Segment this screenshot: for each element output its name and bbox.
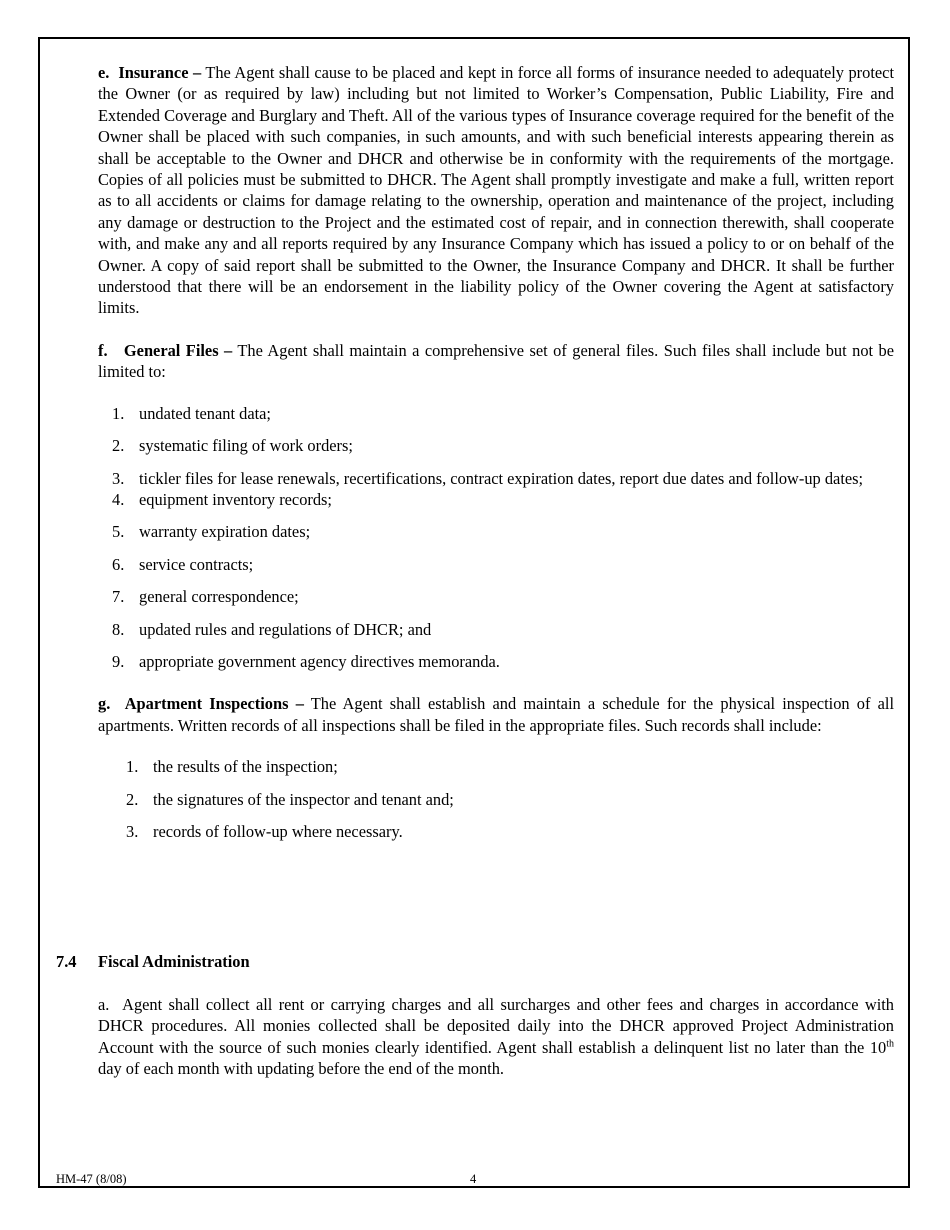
- list-item-text: service contracts;: [139, 554, 254, 574]
- paragraph-text-start: Agent shall collect all rent or carrying charges and all surcharges and other fees and charges in accordance with DHCR procedures. All monies collected shall be deposited daily into the DHCR approved Project Administration Account with the source of such monies clearly identified. Agent shall establish a delinquent list no later than the 10: [98, 995, 894, 1057]
- list-item: [126, 821, 894, 842]
- inspection-records-list: [126, 756, 894, 842]
- section-g-heading: Apartment Inspections –: [124, 694, 304, 714]
- list-item: [112, 619, 894, 640]
- list-item-number: 2.: [126, 789, 139, 809]
- document-body: [98, 62, 894, 842]
- section-e-heading: Insurance –: [118, 63, 202, 82]
- list-item: [112, 403, 894, 424]
- list-item: [112, 489, 894, 510]
- list-item: [126, 756, 894, 777]
- list-item: [126, 789, 894, 810]
- fiscal-administration-body: [98, 994, 894, 1080]
- section-title: Fiscal Administration: [98, 952, 250, 971]
- list-item-number: 3.: [112, 468, 125, 488]
- section-7-4-paragraph-a: [98, 994, 894, 1080]
- list-item-text: general correspondence;: [139, 587, 299, 607]
- list-item: [112, 586, 894, 607]
- list-item-number: 1.: [126, 757, 139, 777]
- section-g-letter: g.: [98, 694, 111, 714]
- list-item-number: 4.: [112, 489, 125, 509]
- ordinal-suffix: th: [886, 1038, 894, 1050]
- list-item-text: records of follow-up where necessary.: [153, 821, 403, 841]
- list-item: [112, 651, 894, 672]
- list-item-text: appropriate government agency directives memoranda.: [139, 651, 500, 671]
- list-item-text: systematic filing of work orders;: [139, 436, 353, 456]
- list-item-number: 5.: [112, 522, 125, 542]
- list-item: [112, 435, 894, 456]
- section-g-paragraph: [98, 693, 894, 736]
- list-item-number: 1.: [112, 403, 125, 423]
- section-e-paragraph: [98, 62, 894, 319]
- general-files-list: [112, 403, 894, 673]
- list-item-text: equipment inventory records;: [139, 489, 332, 509]
- list-item: [112, 521, 894, 542]
- list-item-text: undated tenant data;: [139, 403, 271, 423]
- list-item-number: 2.: [112, 436, 125, 456]
- section-f-letter: f.: [98, 340, 108, 360]
- section-e-letter: e.: [98, 63, 110, 82]
- section-g-body: The Agent shall establish and maintain a schedule for the physical inspection of all apartments. Written records of all inspections shall be filed in the appropriate files. Such records shall include:: [98, 694, 894, 735]
- section-e-body: The Agent shall cause to be placed and kept in force all forms of insurance needed to adequately protect the Owner (or as required by law) including but not limited to Worker’s Compensation, Public Liability, Fire and Extended Coverage and Burglary and Theft. All of the various types of Insurance coverage required for the benefit of the Owner shall be placed with such companies, in such amounts, and with such beneficial interests appearing therein as shall be acceptable to the Owner and DHCR and otherwise be in conformity with the requirements of the mortgage. Copies of all policies must be submitted to DHCR. The Agent shall promptly investigate and make a full, written report as to all accidents or claims for damage relating to the ownership, operation and maintenance of the project, including any damage or destruction to the Project and the estimated cost of repair, and in connection therewith, shall cooperate with, and make any and all reports required by any Insurance Company which has issued a policy to or on behalf of the Owner. A copy of said report shall be submitted to the Owner, the Insurance Company and DHCR. It shall be further understood that there will be an endorsement in the liability policy of the Owner covering the Agent at satisfactory limits.: [98, 63, 894, 318]
- list-item-text: updated rules and regulations of DHCR; and: [139, 619, 432, 639]
- paragraph-letter: a.: [98, 995, 110, 1014]
- section-f-paragraph: [98, 340, 894, 383]
- list-item-text: warranty expiration dates;: [139, 522, 311, 542]
- form-identifier: HM-47 (8/08): [56, 1172, 127, 1186]
- section-heading: [56, 952, 250, 972]
- list-item: [112, 554, 894, 575]
- section-number: 7.4: [56, 952, 77, 971]
- list-item-text: tickler files for lease renewals, recertifications, contract expiration dates, report due dates and follow-up dates;: [139, 468, 864, 488]
- list-item-number: 6.: [112, 554, 125, 574]
- list-item-number: 9.: [112, 651, 125, 671]
- section-f-body: The Agent shall maintain a comprehensive set of general files. Such files shall include but not be limited to:: [98, 340, 894, 382]
- list-item-number: 7.: [112, 587, 125, 607]
- list-item-text: the signatures of the inspector and tenant and;: [153, 789, 454, 809]
- paragraph-text-end: day of each month with updating before the end of the month.: [98, 1059, 505, 1079]
- page-number: 4: [470, 1172, 477, 1186]
- list-item: [112, 468, 894, 489]
- list-item-text: the results of the inspection;: [153, 757, 338, 777]
- section-f-heading: General Files –: [123, 340, 233, 360]
- list-item-number: 3.: [126, 821, 139, 841]
- list-item-number: 8.: [112, 619, 125, 639]
